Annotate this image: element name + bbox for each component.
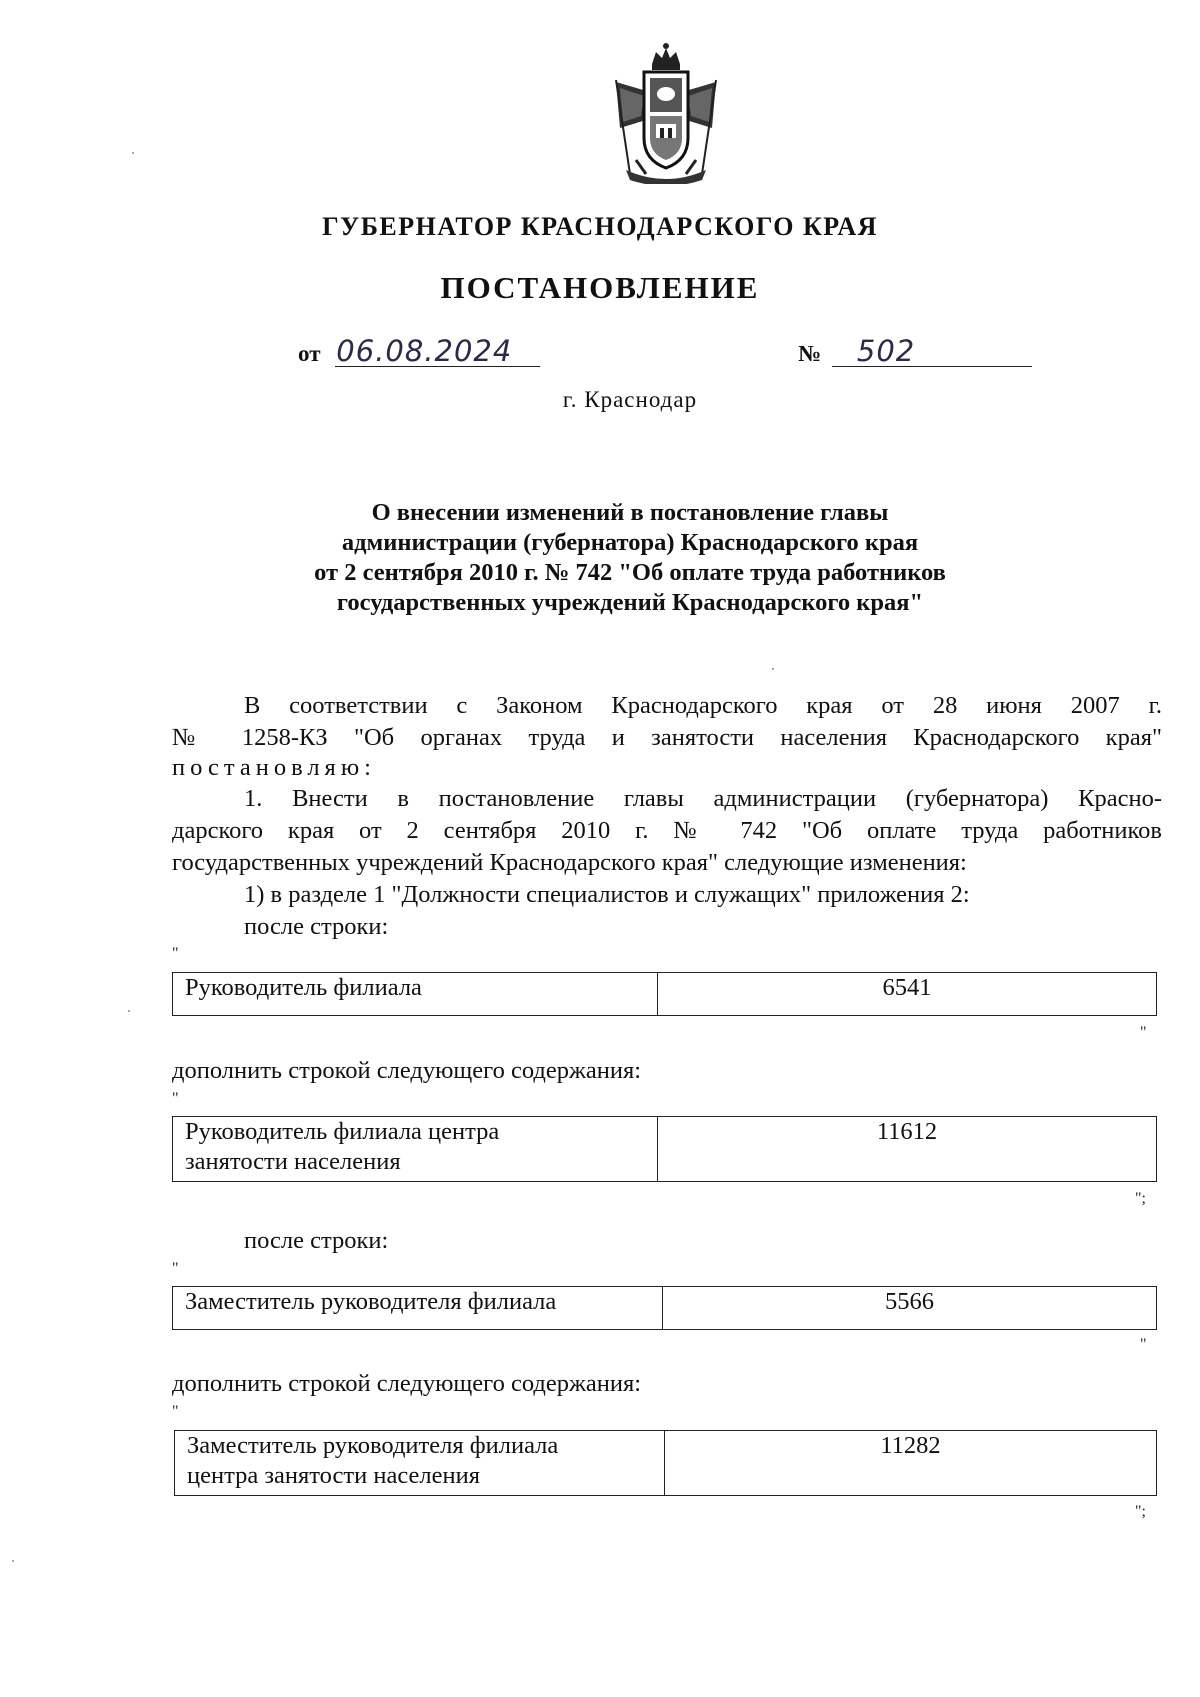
open-quote: " [172,1403,179,1420]
title-line: О внесении изменений в постановление главы [371,499,889,526]
position-cell [173,1117,658,1182]
coat-of-arms-emblem [606,42,726,184]
open-quote: " [172,1090,179,1107]
item1-line-3: государственных учреждений Краснодарского края" следующие изменения: [172,849,967,876]
table-row-existing-1 [172,972,1157,1016]
after-row-label-2: после строки: [244,1227,389,1254]
number-value: 502 [856,334,916,368]
position-line: центра занятости населения [187,1462,480,1489]
salary-cell: 6541 [658,973,1157,1016]
close-quote: " [1140,1336,1147,1353]
date-underline [335,366,540,367]
preamble-line-1: В соответствии с Законом Краснодарского края от 28 июня 2007 г. [244,692,1162,719]
position-cell: Руководитель филиала [173,973,658,1016]
subitem-1: 1) в разделе 1 "Должности специалистов и служащих" приложения 2: [244,881,970,908]
position-cell [175,1431,665,1496]
item1-line-2: дарского края от 2 сентября 2010 г. № 742 "Об оплате труда работников [172,817,1162,844]
table-row-new-1 [172,1116,1157,1182]
item1-line-1: 1. Внести в постановление главы администрации (губернатора) Красно- [244,785,1162,812]
open-quote: " [172,1260,179,1277]
position-cell: Заместитель руководителя филиала [173,1287,663,1330]
scan-speck [12,1560,14,1562]
position-line: Руководитель филиала центра [185,1118,500,1145]
scan-speck [132,152,134,154]
title-line: администрации (губернатора) Краснодарского края [341,529,919,556]
date-value: 06.08.2024 [336,334,513,368]
salary-cell: 5566 [663,1287,1157,1330]
authority-heading: ГУБЕРНАТОР КРАСНОДАРСКОГО КРАЯ [322,212,878,241]
city-label: г. Краснодар [562,387,698,412]
scan-speck [128,1010,130,1012]
document-title [0,498,1200,618]
document-type-heading: ПОСТАНОВЛЕНИЕ [440,270,760,305]
number-prefix: № [798,341,822,366]
number-underline [832,366,1032,367]
close-quote: " [1140,1024,1147,1041]
title-line: от 2 сентября 2010 г. № 742 "Об оплате труда работников [314,559,946,586]
add-row-label-2: дополнить строкой следующего содержания: [172,1370,642,1397]
after-row-label-1: после строки: [244,913,389,940]
add-row-label-1: дополнить строкой следующего содержания: [172,1057,642,1084]
date-field [298,334,512,368]
number-field [798,334,915,368]
close-quote-semicolon: "; [1135,1503,1146,1520]
position-line: Заместитель руководителя филиала [187,1432,559,1459]
salary-cell: 11282 [665,1431,1157,1496]
table-row-new-2 [174,1430,1157,1496]
preamble-resolve: постановляю: [172,754,376,781]
table-row-existing-2 [172,1286,1157,1330]
position-line: занятости населения [185,1148,401,1175]
preamble-line-2: № 1258-КЗ "Об органах труда и занятости населения Краснодарского края" [172,724,1162,751]
scan-speck [772,668,774,670]
date-prefix: от [298,341,321,366]
close-quote-semicolon: "; [1135,1190,1146,1207]
salary-cell: 11612 [658,1117,1157,1182]
title-line: государственных учреждений Краснодарского края" [336,589,924,616]
open-quote: " [172,945,179,962]
